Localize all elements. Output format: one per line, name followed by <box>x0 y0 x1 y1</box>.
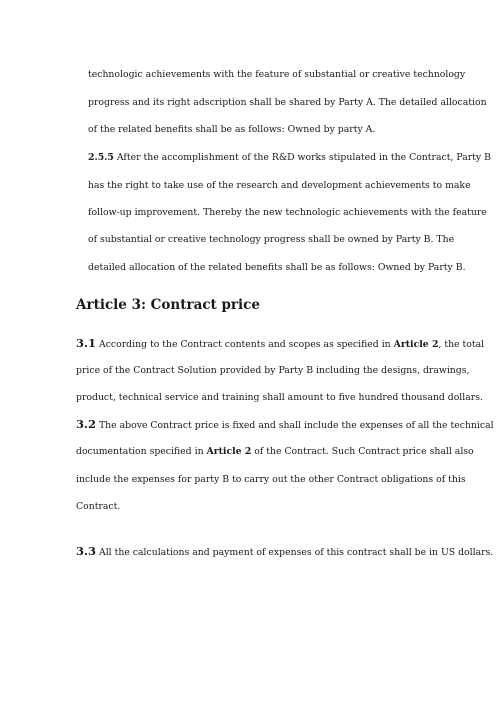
section-number: 3.1 <box>76 336 97 350</box>
section-text: of the Contract. Such Contract price shall also <box>254 446 474 457</box>
paragraph-line: detailed allocation of the related benefits shall be as follows: Owned by Party B. <box>88 262 466 273</box>
section-number: 3.2 <box>76 417 97 431</box>
section-3-2-line-1 <box>76 417 494 432</box>
paragraph-line: has the right to take use of the research and development achievements to make <box>88 180 471 191</box>
section-text: After the accomplishment of the R&D works stipulated in the Contract, Party B <box>116 152 491 163</box>
paragraph-line: product, technical service and training shall amount to five hundred thousand dollars. <box>76 392 483 403</box>
section-text: , the total <box>438 339 485 350</box>
section-3-3-line <box>76 544 494 559</box>
section-3-2-line-2 <box>76 446 474 458</box>
paragraph-line: follow-up improvement. Thereby the new technologic achievements with the feature <box>88 207 487 218</box>
paragraph-line: progress and its right adscription shall be shared by Party A. The detailed allocation <box>88 97 487 108</box>
paragraph-line: of the related benefits shall be as follows: Owned by party A. <box>88 124 376 135</box>
section-number: 3.3 <box>76 544 97 558</box>
article-heading: Article 3: Contract price <box>76 297 260 313</box>
article-reference: Article 2 <box>206 446 252 457</box>
section-text: According to the Contract contents and scopes as specified in <box>98 339 391 350</box>
section-2-5-5-first-line <box>88 152 491 164</box>
section-text: The above Contract price is fixed and shall include the expenses of all the technical <box>98 420 494 431</box>
section-text: documentation specified in <box>76 446 204 457</box>
section-3-1-line-1 <box>76 336 485 351</box>
paragraph-line: include the expenses for party B to carry out the other Contract obligations of this <box>76 474 466 485</box>
section-text: All the calculations and payment of expenses of this contract shall be in US dollars. <box>98 547 494 558</box>
paragraph-line: price of the Contract Solution provided by Party B including the designs, drawings, <box>76 365 470 376</box>
paragraph-line: of substantial or creative technology progress shall be owned by Party B. The <box>88 234 455 245</box>
paragraph-line: Contract. <box>76 501 121 512</box>
section-number: 2.5.5 <box>88 152 114 163</box>
article-reference: Article 2 <box>393 339 439 350</box>
paragraph-line: technologic achievements with the feature of substantial or creative technology <box>88 69 466 80</box>
